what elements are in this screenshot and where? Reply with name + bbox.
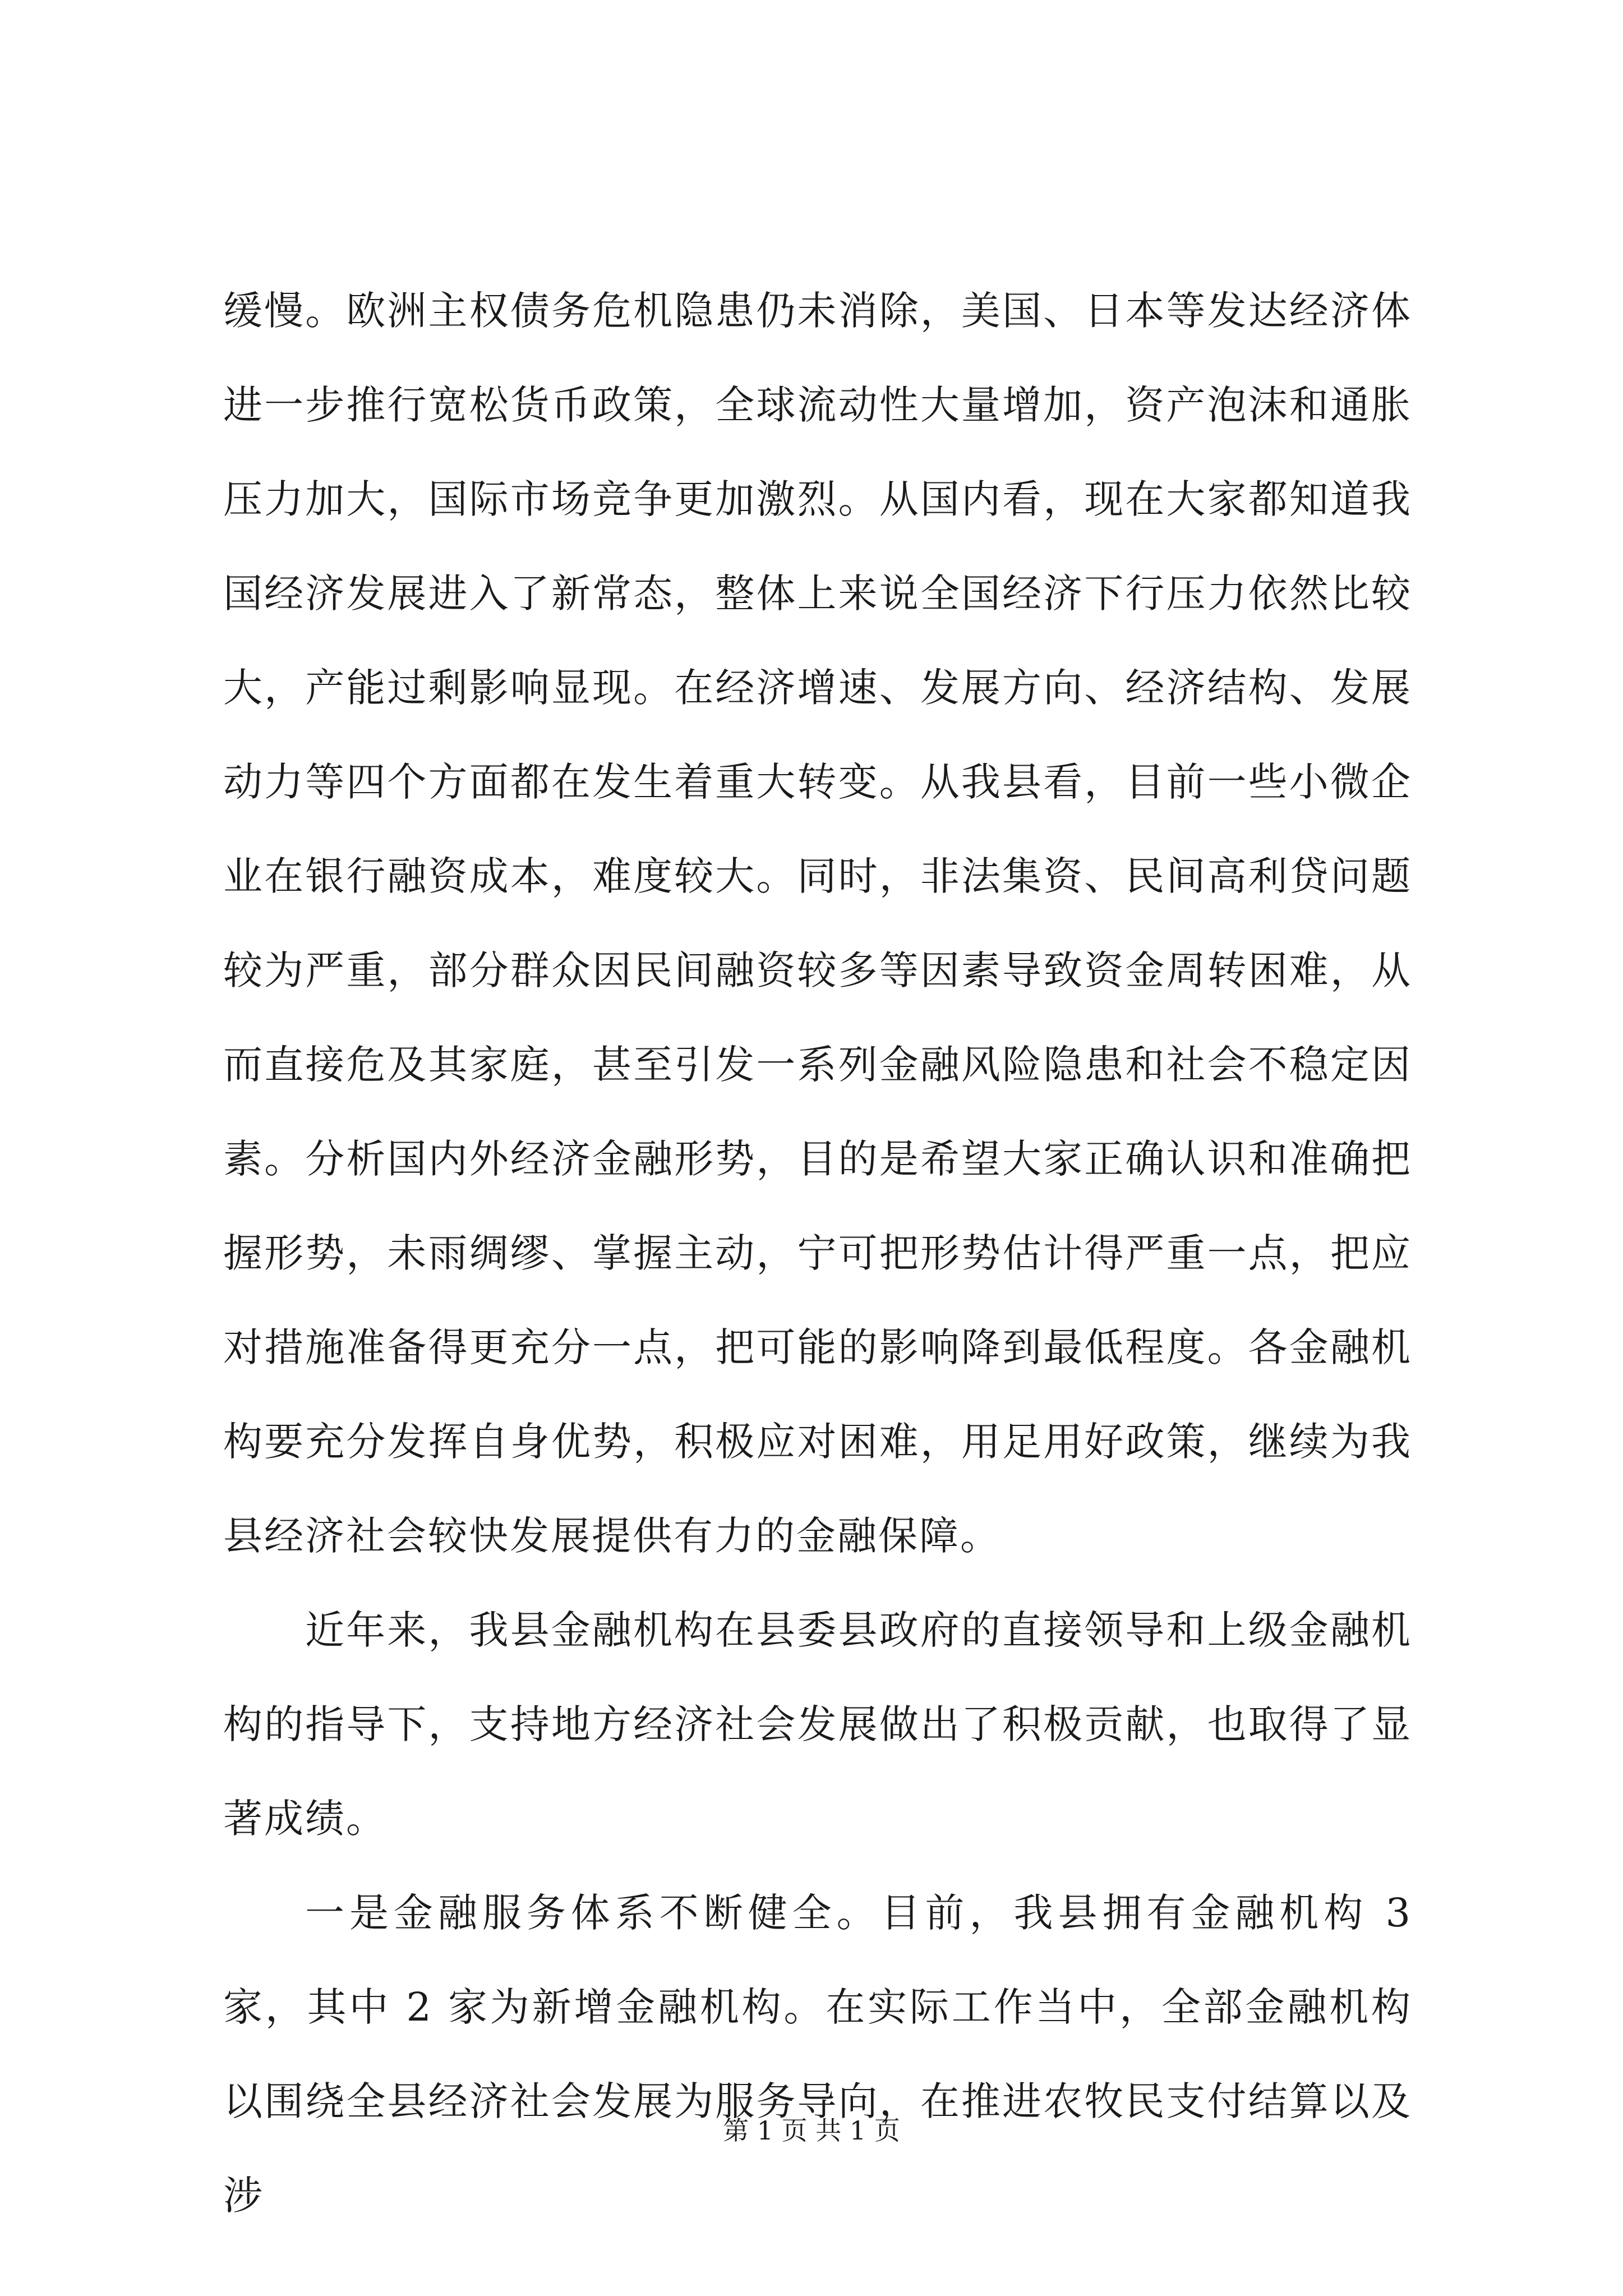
paragraph-3: 一是金融服务体系不断健全。目前，我县拥有金融机构 3 家，其中 2 家为新增金融机构。在实际工作当中，全部金融机构以围绕全县经济社会发展为服务导向，在推进农牧民支付结算以及涉 bbox=[223, 1890, 1412, 2219]
paragraph-2: 近年来，我县金融机构在县委县政府的直接领导和上级金融机构的指导下，支持地方经济社会发展做出了积极贡献，也取得了显著成绩。 bbox=[223, 1607, 1412, 1842]
page-footer: 第 1 页 共 1 页 bbox=[723, 2115, 900, 2146]
document-body bbox=[223, 264, 1412, 2243]
paragraph-1: 缓慢。欧洲主权债务危机隐患仍未消除，美国、日本等发达经济体进一步推行宽松货币政策，全球流动性大量增加，资产泡沫和通胀压力加大，国际市场竞争更加激烈。从国内看，现在大家都知道我国经济发展进入了新常态，整体上来说全国经济下行压力依然比较大，产能过剩影响显现。在经济增速、发展方向、经济结构、发展动力等四个方面都在发生着重大转变。从我县看，目前一些小微企业在银行融资成本，难度较大。同时，非法集资、民间高利贷问题较为严重，部分群众因民间融资较多等因素导致资金周转困难，从而直接危及其家庭，甚至引发一系列金融风险隐患和社会不稳定因素。分析国内外经济金融形势，目的是希望大家正确认识和准确把握形势，未雨绸缪、掌握主动，宁可把形势估计得严重一点，把应对措施准备得更充分一点，把可能的影响降到最低程度。各金融机构要充分发挥自身优势，积极应对困难，用足用好政策，继续为我县经济社会较快发展提供有力的金融保障。 bbox=[223, 288, 1412, 1559]
